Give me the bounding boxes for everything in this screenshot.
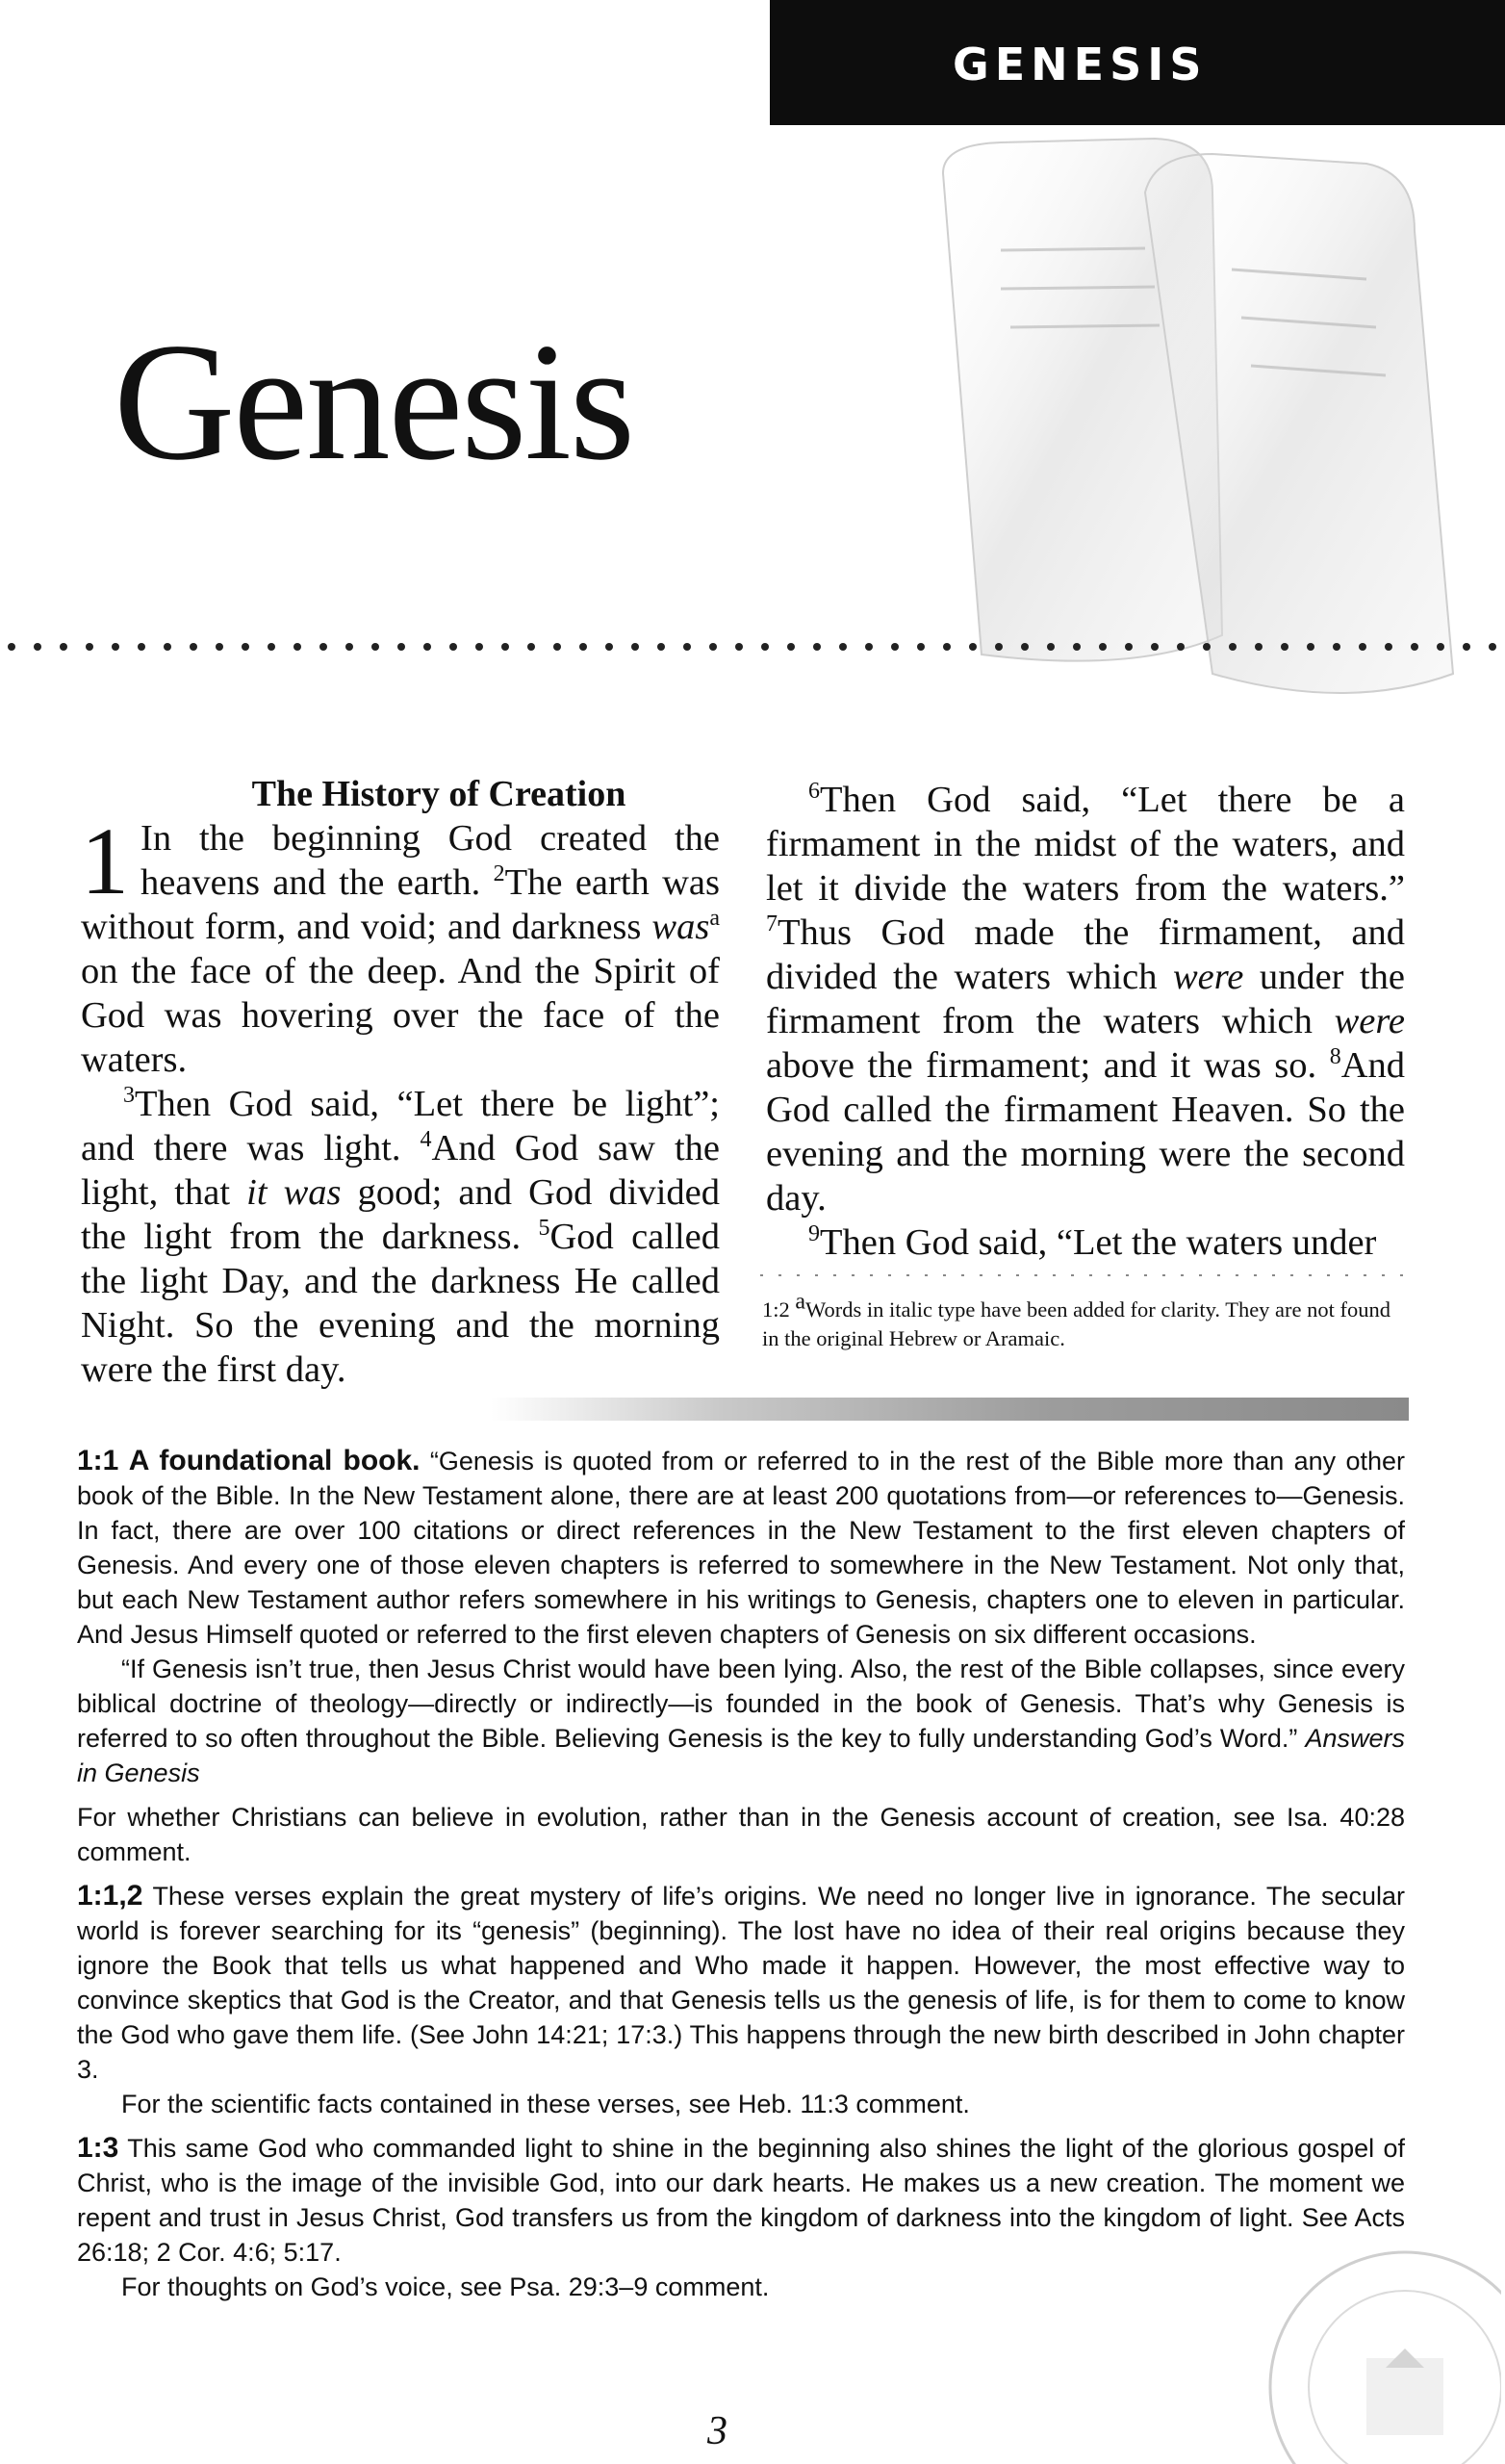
divider-dot <box>242 643 249 651</box>
divider-dot <box>449 643 457 651</box>
verse-block <box>766 778 1405 1220</box>
divider-dot <box>1125 643 1133 651</box>
comment-reference: 1:3 <box>77 2132 119 2164</box>
comment-paragraph: For the scientific facts contained in these verses, see Heb. 11:3 comment. <box>121 2090 970 2118</box>
divider-dot <box>1333 643 1340 651</box>
page-number: 3 <box>707 2409 727 2453</box>
footnote-mark: a <box>795 1289 806 1315</box>
verse-6: Then God said, “Let there be a firmament in the midst of the waters, and let it divide the waters from the waters.” <box>766 780 1405 909</box>
divider-dot <box>605 643 613 651</box>
divider-dot <box>501 643 509 651</box>
divider-dot <box>1229 643 1237 651</box>
divider-dot <box>579 643 587 651</box>
verse-2-text: on the face of the deep. And the Spirit of God was hovering over the face of the waters. <box>81 951 720 1080</box>
comment-source: Answers in Genesis <box>77 1724 1405 1787</box>
italic-word: were <box>1172 957 1244 997</box>
comment-paragraph <box>77 1652 1405 1790</box>
verse-3: Then God said, “Let there be light”; and there was light. <box>81 1084 720 1168</box>
book-title: Genesis <box>114 308 634 495</box>
divider-dot <box>891 643 899 651</box>
divider-dot <box>397 643 405 651</box>
verse-9: Then God said, “Let the waters under <box>820 1222 1377 1263</box>
divider-dot <box>1073 643 1081 651</box>
divider-dot <box>943 643 951 651</box>
divider-dot <box>839 643 847 651</box>
verse-number: 5 <box>538 1216 550 1242</box>
verse-number: 2 <box>493 861 505 887</box>
divider-dot <box>1359 643 1366 651</box>
divider-dot <box>164 643 171 651</box>
footnote-marker: a <box>709 906 720 932</box>
verse-5: God called the light Day, and the darkness He called Night. So the evening and the morning were the first day. <box>81 1217 721 1390</box>
divider-dot <box>631 643 639 651</box>
divider-dot <box>1099 643 1107 651</box>
comment-paragraph: For thoughts on God’s voice, see Psa. 29:3–9 comment. <box>121 2272 770 2301</box>
divider-dot <box>319 643 327 651</box>
divider-dot <box>475 643 483 651</box>
comment-text: This same God who commanded light to shine in the beginning also shines the light of the glorious gospel of Christ, who is the image of the invisible God, into our dark hearts. He makes us a new creation. The moment we repent and trust in Jesus Christ, God transfers us from the kingdom of darkness into the kingdom of light. See Acts 26:18; 2 Cor. 4:6; 5:17. <box>77 2134 1405 2267</box>
italic-word: it was <box>246 1172 342 1213</box>
verse-7-text: Thus God made the firmament, and divided the waters which <box>766 912 1405 997</box>
verse-block <box>766 1220 1405 1265</box>
verse-2-text: The earth was without form, and void; and darkness <box>81 862 720 947</box>
divider-dot <box>1437 643 1444 651</box>
scripture-column-left <box>81 772 720 1392</box>
divider-dot <box>683 643 691 651</box>
divider-dot <box>345 643 353 651</box>
verse-number: 8 <box>1329 1044 1341 1070</box>
commentary-divider <box>491 1398 1409 1421</box>
divider-dot <box>60 643 67 651</box>
footnote-text: Words in italic type have been added for clarity. They are not found in the original Hebrew or Aramaic. <box>762 1297 1391 1350</box>
running-header: GENESIS <box>953 38 1208 90</box>
stone-tablets-illustration <box>828 135 1501 751</box>
divider-dot <box>1463 643 1470 651</box>
divider-dot <box>917 643 925 651</box>
divider-dot <box>86 643 93 651</box>
scripture-column-right <box>766 778 1405 1265</box>
divider-dot <box>1177 643 1185 651</box>
divider-dot <box>761 643 769 651</box>
comment-text: “If Genesis isn’t true, then Jesus Christ would have been lying. Also, the rest of the Bible collapses, since every biblical doctrine of theology—directly or indirectly—is founded in the book of Genesis. That’s why Genesis is referred to so often throughout the Bible. Believing Genesis is the key to fully understanding God’s Word.” <box>77 1655 1405 1753</box>
divider-dot <box>112 643 119 651</box>
divider-dot <box>1021 643 1029 651</box>
divider-dot <box>995 643 1003 651</box>
footnote-divider <box>760 1272 1415 1278</box>
comment-text: “Genesis is quoted from or referred to in the rest of the Bible more than any other book of the Bible. In the New Testament alone, there are at least 200 quotations from—or references to—Genesis. In fact, there are over 100 citations or direct references in the New Testament to the first eleven chapters of Genesis. And every one of those eleven chapters is referred to somewhere in the New Testament. Not only that, but each New Testament author refers somewhere in his writings to Genesis, chapters one to eleven in particular. And Jesus Himself quoted or referred to the first eleven chapters of Genesis on six different occasions. <box>77 1447 1405 1649</box>
divider-dot <box>293 643 301 651</box>
divider-dot <box>216 643 223 651</box>
divider-dot <box>1411 643 1418 651</box>
divider-dot <box>553 643 561 651</box>
watermark-seal <box>1212 2243 1501 2464</box>
divider-dot <box>268 643 275 651</box>
comment-reference: 1:1,2 <box>77 1880 143 1912</box>
divider-dot <box>190 643 197 651</box>
divider-dot <box>735 643 743 651</box>
comment-reference: 1:1 <box>77 1445 119 1476</box>
verse-block <box>81 808 720 1082</box>
verse-number: 6 <box>808 779 820 805</box>
divider-dot <box>1489 643 1496 651</box>
verse-number: 3 <box>123 1083 135 1109</box>
comment-paragraph <box>77 1444 1405 1652</box>
divider-dot <box>138 643 145 651</box>
verse-7-text: above the firmament; and it was so. <box>766 1045 1317 1086</box>
footnote <box>762 1289 1411 1353</box>
divider-dot <box>423 643 431 651</box>
section-heading: The History of Creation <box>251 774 626 814</box>
verse-8: And God called the firmament Heaven. So the evening and the morning were the second day. <box>766 1045 1406 1219</box>
divider-dot <box>34 643 41 651</box>
divider-dot <box>1281 643 1288 651</box>
verse-1: In the beginning God created the heavens and the earth. <box>140 818 720 903</box>
commentary <box>77 1444 1405 2304</box>
divider-dot <box>1385 643 1392 651</box>
chapter-number: 1 <box>81 808 129 914</box>
comment-text: These verses explain the great mystery of life’s origins. We need no longer live in ignorance. The secular world is forever searching for its “genesis” (beginning). The lost have no idea of their real origins because they ignore the Book that tells us what happened and Who made it happen. However, the most effective way to convince skeptics that God is the Creator, and that Genesis tells us the genesis of life, is for them to come to know the God who gave them life. (See John 14:21; 17:3.) This happens through the new birth described in John chapter 3. <box>77 1882 1405 2084</box>
footnote-reference: 1:2 <box>762 1297 790 1322</box>
divider-dot <box>1255 643 1263 651</box>
divider-dot <box>813 643 821 651</box>
verse-number: 7 <box>766 911 778 937</box>
comment-paragraph: For whether Christians can believe in evolution, rather than in the Genesis account of creation, see Isa. 40:28 comment. <box>77 1803 1405 1866</box>
verse-number: 9 <box>808 1221 820 1247</box>
verse-block <box>81 1082 720 1392</box>
divider-dot <box>787 643 795 651</box>
divider-dot <box>1151 643 1159 651</box>
divider-dot <box>1203 643 1211 651</box>
comment-paragraph <box>77 1879 1405 2087</box>
comment-title: A foundational book. <box>128 1445 421 1476</box>
divider-dot <box>969 643 977 651</box>
verse-number: 4 <box>420 1127 432 1153</box>
verse-7-text: under the firmament from the waters which <box>766 957 1405 1041</box>
divider-dot <box>865 643 873 651</box>
divider-dot <box>1047 643 1055 651</box>
divider-dot <box>657 643 665 651</box>
dotted-divider <box>0 641 1505 653</box>
verse-4-text: And God saw the light, that <box>81 1128 720 1213</box>
italic-word: was <box>651 907 710 947</box>
divider-dot <box>709 643 717 651</box>
divider-dot <box>8 643 15 651</box>
verse-4-text: good; and God divided the light from the darkness. <box>81 1172 720 1257</box>
divider-dot <box>371 643 379 651</box>
divider-dot <box>527 643 535 651</box>
comment-paragraph <box>77 2131 1405 2270</box>
divider-dot <box>1307 643 1314 651</box>
italic-word: were <box>1334 1001 1405 1041</box>
